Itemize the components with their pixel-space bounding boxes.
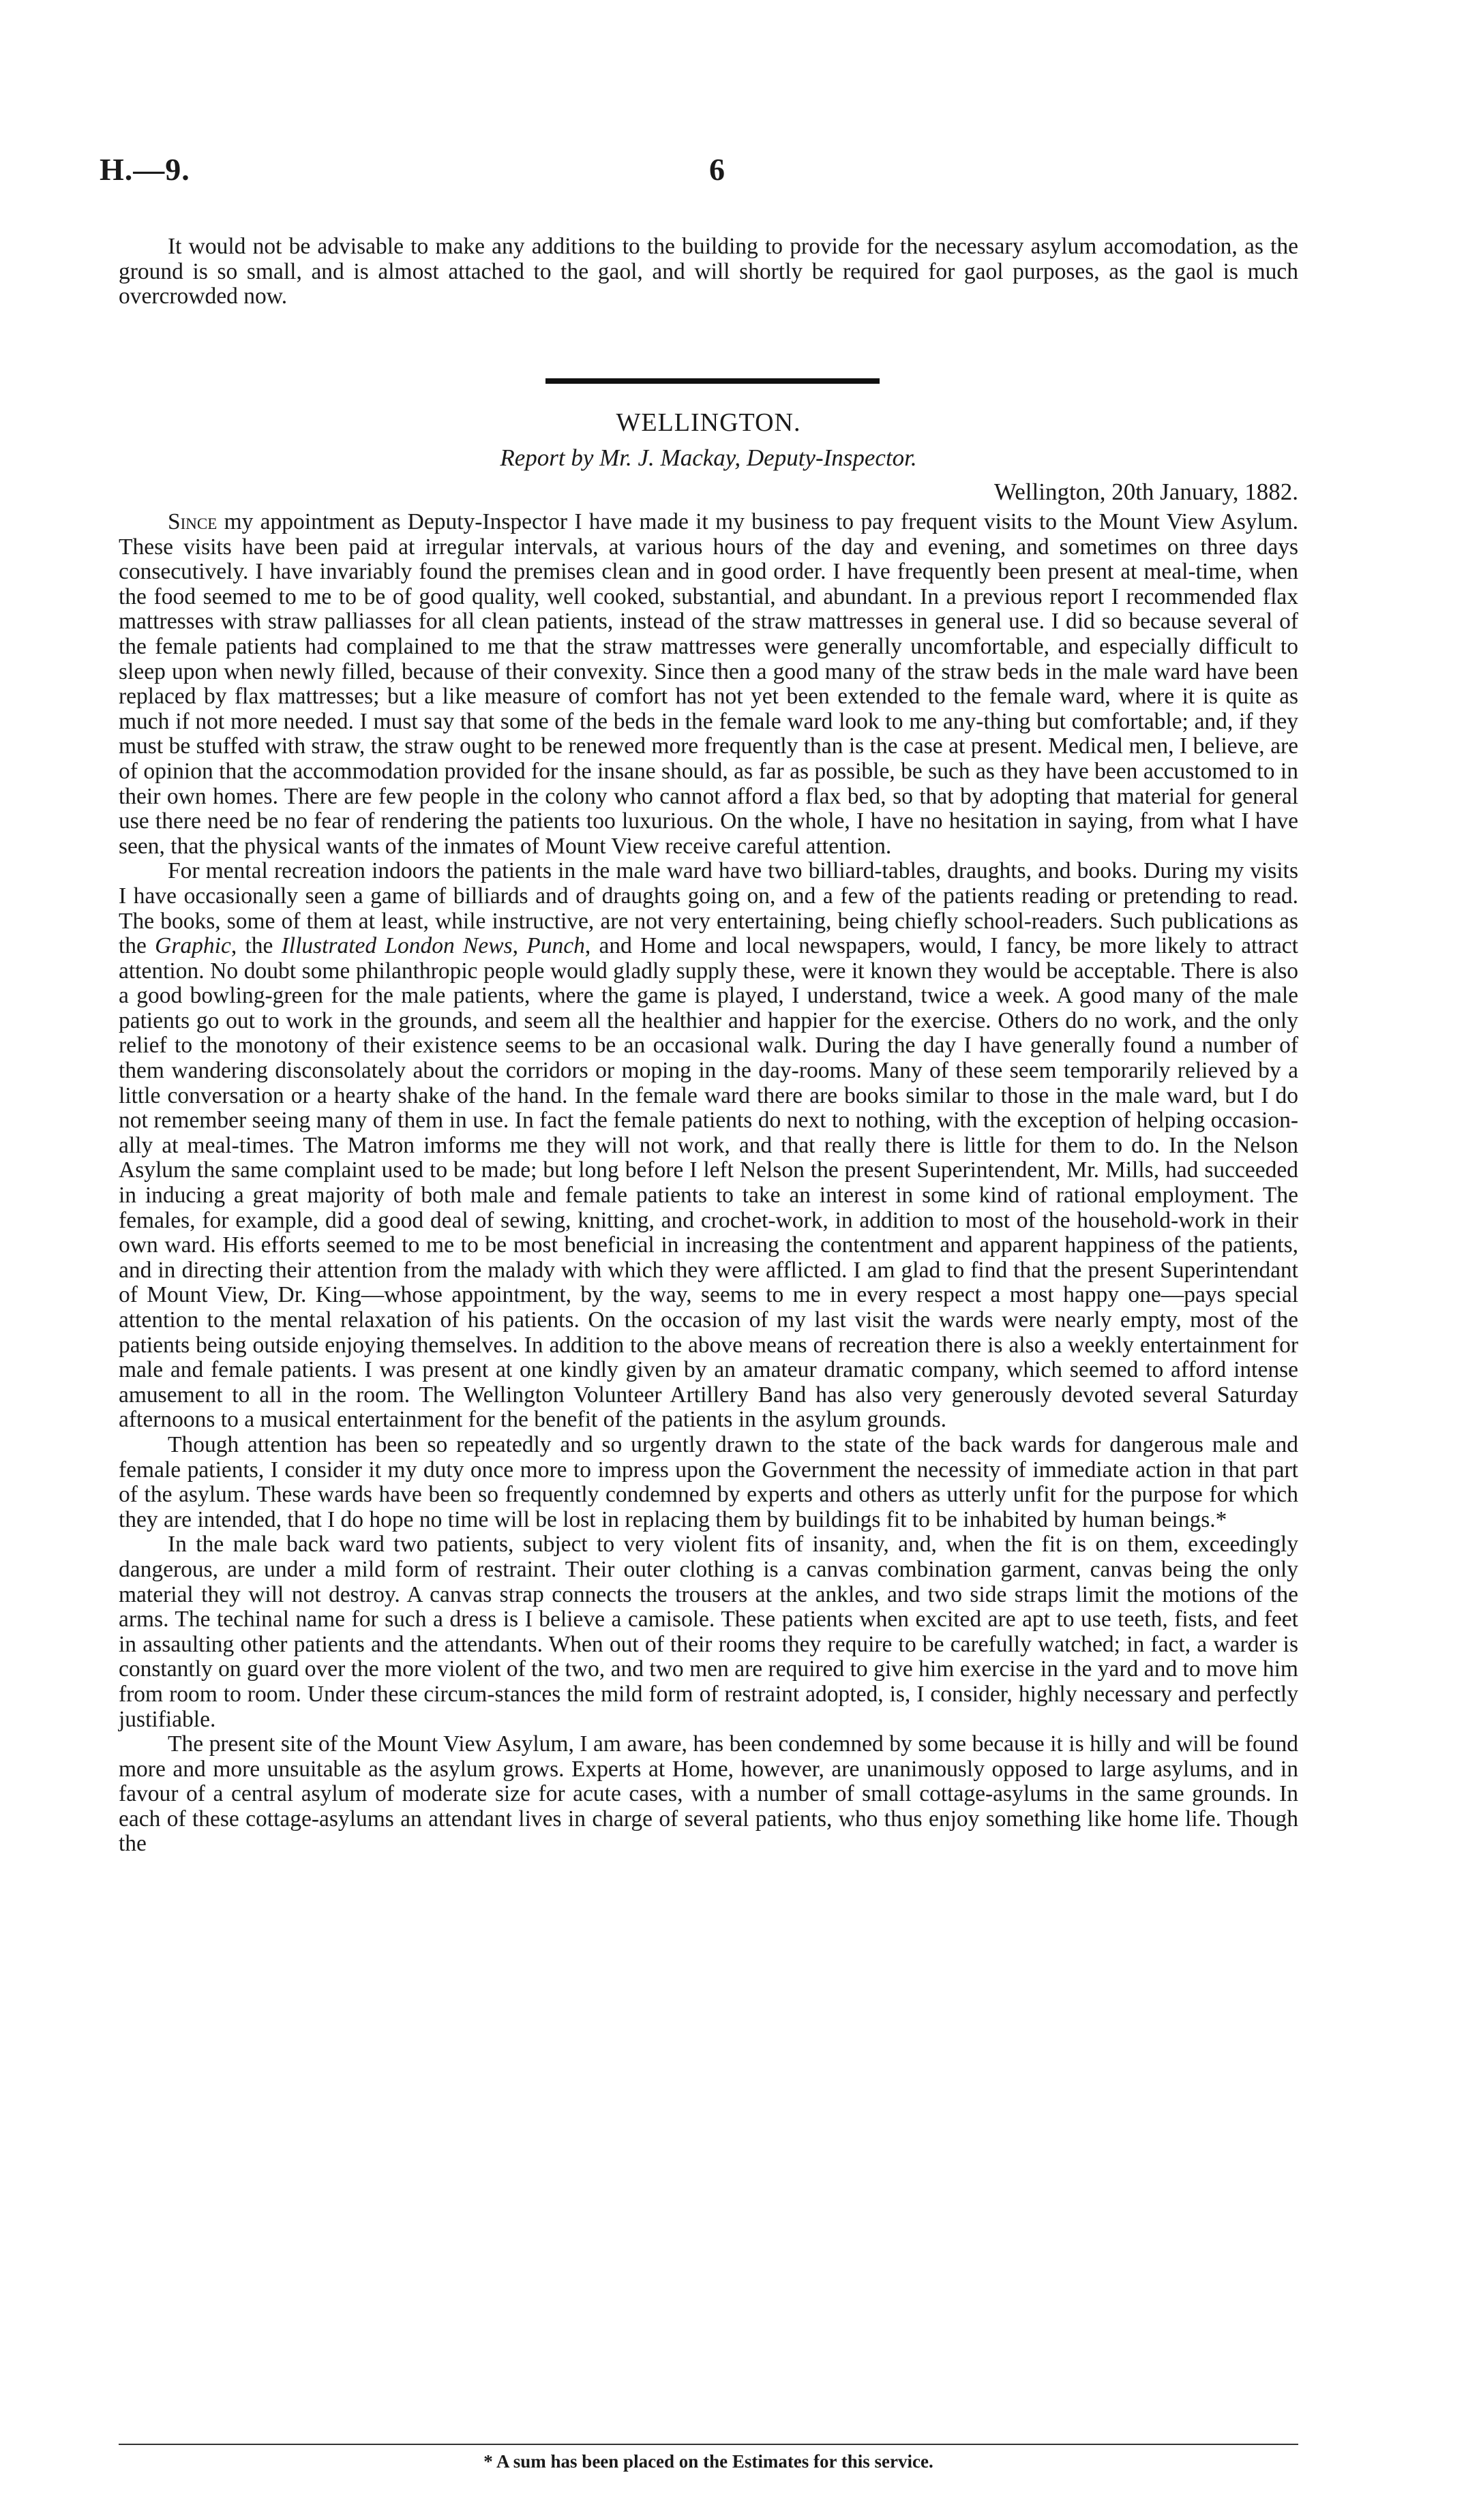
publication-graphic: Graphic xyxy=(155,933,231,959)
footnote: * A sum has been placed on the Estimates for this service. xyxy=(483,2451,933,2472)
document-code: H.—9. xyxy=(100,152,190,187)
intro-text xyxy=(119,234,1298,309)
intro-paragraph: It would not be advisable to make any additions to the building to provide for the necessary asylum accomodation, as the ground is so small, and is almost attached to the gaol, and will shortly be required for gaol purposes, as the gaol is much overcrowded now. xyxy=(119,234,1298,309)
page-number: 6 xyxy=(709,152,725,187)
section-divider xyxy=(545,378,880,384)
report-dateline: Wellington, 20th January, 1882. xyxy=(994,479,1298,505)
footnote-divider xyxy=(119,2444,1298,2445)
section-title: WELLINGTON. xyxy=(616,408,801,437)
paragraph-2-text-b: , the xyxy=(230,933,282,959)
paragraph-1-text: my appointment as Deputy-Inspector I have made it my business to pay frequent visits to the Mount View Asylum. These visits have been paid at irregular intervals, at various hours of the day and evening, and sometimes on three days consecutively. I have invariably found the premises clean and in good order. I have frequently been present at meal-time, when the food seemed to me to be of good quality, well cooked, substantial, and abundant. In a previous report I recommended flax mattresses with straw palliasses for all clean patients, instead of the straw mattresses in general use. I did so because several of the female patients had complained to me that the straw mattresses were generally uncomfortable, and especially difficult to sleep upon when newly filled, because of their convexity. Since then a good many of the straw beds in the male ward have been replaced by flax mattresses; but a like measure of comfort has not yet been extended to the female ward, where it is quite as much if not more needed. I must say that some of the beds in the female ward look to me any-thing but comfortable; and, if they must be stuffed with straw, the straw ought to be renewed more frequently than is the case at present. Medical men, I believe, are of opinion that the accommodation provided for the insane should, as far as possible, be such as they have been accustomed to in their own homes. There are few people in the colony who cannot afford a flax bed, so that by adopting that material for general use there need be no fear of rendering the patients too luxurious. On the whole, I have no hesitation in saying, from what I have seen, that the physical wants of the inmates of Mount View receive careful attention. xyxy=(119,509,1298,859)
paragraph-2-text-a: For mental recreation indoors the patients in the male ward have two billiard-tables, draughts, and books. During my visits I have occasionally seen a game of billiards and of draughts going on, and a few of the patients reading or pretending to read. The books, some of them at least, while instructive, are not very entertaining, being chiefly school-readers. Such publications as the xyxy=(119,858,1298,959)
paragraph-3: Though attention has been so repeatedly and so urgently drawn to the state of the back wards for dangerous male and female patients, I consider it my duty once more to impress upon the Government the necessity of immediate action in that part of the asylum. These wards have been so frequently condemned by experts and others as utterly unfit for the purpose for which they are intended, that I do hope no time will be lost in replacing them by buildings fit to be inhabited by human beings.* xyxy=(119,1431,1298,1532)
report-body xyxy=(119,510,1298,1857)
paragraph-2 xyxy=(119,859,1298,1433)
report-byline: Report by Mr. J. Mackay, Deputy-Inspector. xyxy=(500,444,917,471)
paragraph-1 xyxy=(119,510,1298,859)
paragraph-2-text-d: , and Home and local newspapers, would, I fancy, be more likely to attract attention. No doubt some philanthropic people would gladly supply these, were it known they would be acceptable. There is also a good bowling-green for the male patients, where the game is played, I understand, twice a week. A good many of the male patients go out to work in the grounds, and seem all the healthier and happier for the exercise. Others do no work, and the only relief to the monotony of their existence seems to be an occasional walk. During the day I have generally found a number of them wandering disconsolately about the corridors or moping in the day-rooms. Many of these seem temporarily relieved by a little conversation or a hearty shake of the hand. In the female ward there are books similar to those in the male ward, but I do not remember seeing many of them in use. In fact the female patients do next to nothing, with the exception of helping occasion-ally at meal-times. The Matron imforms me they will not work, and that really there is little for them to do. In the Nelson Asylum the same complaint used to be made; but long before I left Nelson the present Superintendent, Mr. Mills, had succeeded in inducing a great majority of both male and female patients to take an interest in some kind of rational employment. The females, for example, did a good deal of sewing, knitting, and crochet-work, in addition to most of the household-work in their own ward. His efforts seemed to me to be most beneficial in increasing the contentment and apparent happiness of the patients, and in directing their attention from the malady with which they were afflicted. I am glad to find that the present Superintendant of Mount View, Dr. King—whose appointment, by the way, seems to me in every respect a most happy one—pays special attention to the mental relaxation of his patients. On the occasion of my last visit the wards were nearly empty, most of the patients being outside enjoying themselves. In addition to the above means of recreation there is also a weekly entertainment for male and female patients. I was present at one kindly given by an amateur dramatic company, which seemed to afford intense amusement to all in the room. The Wellington Volunteer Artillery Band has also very generously devoted several Saturday afternoons to a musical entertainment for the benefit of the patients in the asylum grounds. xyxy=(119,933,1298,1433)
paragraph-2-text-c: , xyxy=(512,933,527,959)
publication-punch: Punch xyxy=(526,933,585,959)
paragraph-5: The present site of the Mount View Asylum, I am aware, has been condemned by some because it is hilly and will be found more and more unsuitable as the asylum grows. Experts at Home, however, are unanimously opposed to large asylums, and in favour of a central asylum of moderate size for acute cases, with a number of small cottage-asylums in the same grounds. In each of these cottage-asylums an attendant lives in charge of several patients, who thus enjoy something like home life. Though the xyxy=(119,1731,1298,1857)
paragraph-1-lead: Since xyxy=(168,509,218,534)
paragraph-4: In the male back ward two patients, subject to very violent fits of insanity, and, when the fit is on them, exceedingly dangerous, are under a mild form of restraint. Their outer clothing is a canvas combination garment, canvas being the only material they will not destroy. A canvas strap connects the trousers at the ankles, and two side straps limit the motions of the arms. The techinal name for such a dress is I believe a camisole. These patients when excited are apt to use teeth, fists, and feet in assaulting other patients and the attendants. When out of their rooms they require to be carefully watched; in fact, a warder is constantly on guard over the more violent of the two, and two men are required to give him exercise in the yard and to move him from room to room. Under these circum-stances the mild form of restraint adopted, is, I consider, highly necessary and perfectly justifiable. xyxy=(119,1532,1298,1732)
publication-illustrated-london-news: Illustrated London News xyxy=(281,933,513,959)
